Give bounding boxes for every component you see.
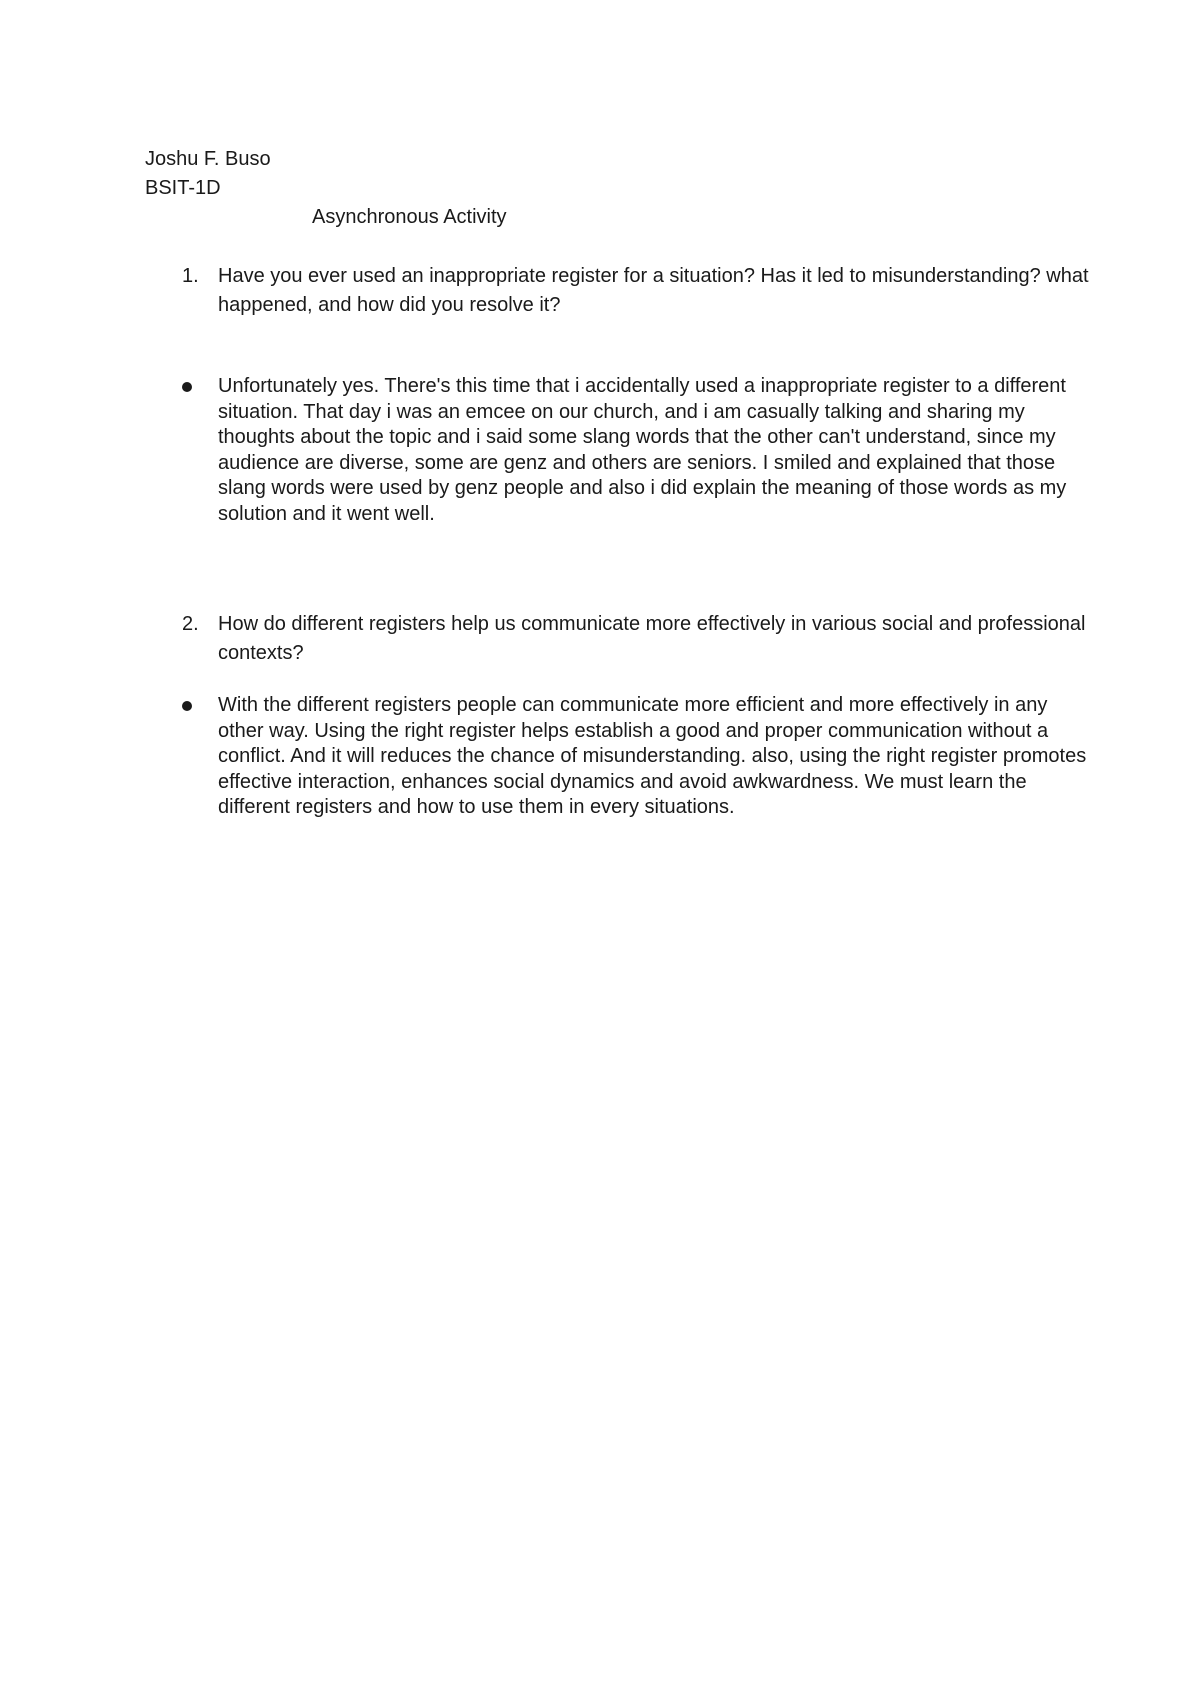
answer-text: Unfortunately yes. There's this time that i accidentally used a inappropriate register to a different situation. That day i was an emcee on our church, and i am casually talking and sharing my thoughts about the topic and i said some slang words that the other can't understand, since my audience are diverse, some are genz and others are seniors. I smiled and explained that those slang words were used by genz people and also i did explain the meaning of those words as my solution and it went well. (218, 375, 1067, 525)
question-text: Have you ever used an inappropriate register for a situation? Has it led to misunderstanding? what happened, and how did you resolve it? (218, 265, 1089, 316)
bullet-icon (182, 701, 192, 711)
bullet-icon (182, 382, 192, 392)
page-title: Asynchronous Activity (312, 206, 507, 228)
student-section: BSIT-1D (145, 177, 221, 199)
question-number: 2. (182, 613, 199, 635)
question-text: How do different registers help us communicate more effectively in various social and professional contexts? (218, 613, 1086, 664)
question-number: 1. (182, 265, 199, 287)
student-name: Joshu F. Buso (145, 148, 271, 170)
answer-text: With the different registers people can communicate more efficient and more effectively in any other way. Using the right register helps establish a good and proper communication without a conflict. And it will reduces the chance of misunderstanding. also, using the right register promotes effective interaction, enhances social dynamics and avoid awkwardness. We must learn the different registers and how to use them in every situations. (218, 694, 1087, 819)
